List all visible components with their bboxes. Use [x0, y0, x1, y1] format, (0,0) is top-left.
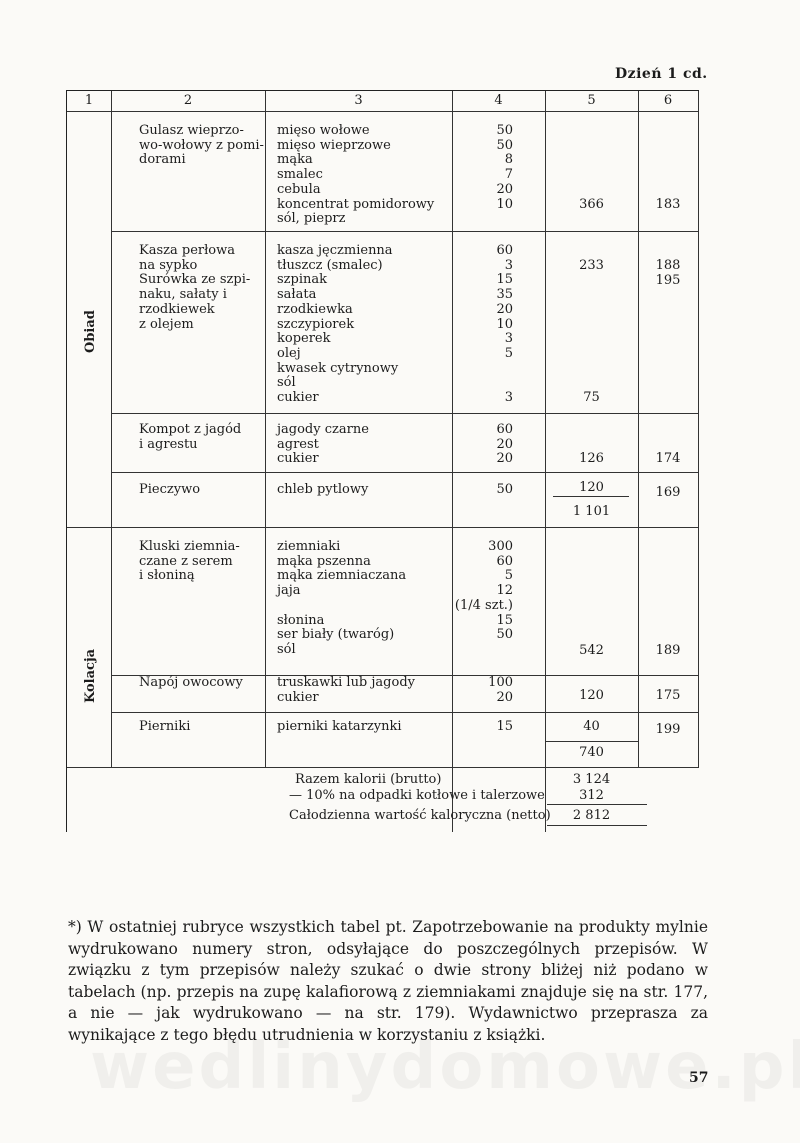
calories-value: 120	[579, 688, 604, 703]
meal-rule	[67, 527, 699, 528]
ingredient-list: jagody czarne agrest cukier	[277, 422, 369, 467]
column-header: 1	[84, 93, 94, 108]
calories-value: 366	[579, 197, 604, 212]
recipe-page: 189	[655, 643, 681, 658]
row-rule	[111, 712, 699, 713]
recipe-page: 175	[655, 688, 681, 703]
column-header: 6	[663, 93, 673, 108]
dish-name: Napój owocowy	[139, 675, 243, 690]
meal-label-kolacja: Kolacja	[83, 648, 98, 703]
meal-subtotal: 740	[579, 745, 604, 760]
calories-value: 233	[579, 258, 604, 273]
recipe-page: 188 195	[655, 258, 681, 288]
summary-value: 2 812	[572, 808, 611, 823]
page-header: Dzień 1 cd.	[615, 66, 708, 82]
calories-value: 40	[583, 719, 600, 734]
meal-label-obiad: Obiad	[83, 310, 98, 353]
ingredient-list: kasza jęczmienna tłuszcz (smalec) szpinak sałata rzodkiewka szczypiorek koperek olej kwasek cytrynowy sól cukier	[277, 243, 399, 406]
column-header: 2	[183, 93, 193, 108]
row-rule	[111, 231, 699, 232]
summary-value: 312	[579, 788, 604, 803]
column-header: 4	[494, 93, 503, 108]
subtotal-rule	[553, 496, 629, 497]
header-rule	[67, 111, 699, 112]
quantity-list: 60 3 15 35 20 10 3 5 3	[496, 243, 513, 406]
page-number: 57	[689, 1070, 709, 1086]
column-header: 5	[587, 93, 596, 108]
summary-rule	[547, 825, 647, 826]
ingredient-list: pierniki katarzynki	[277, 719, 402, 734]
calories-value: 542	[579, 643, 604, 658]
summary-label: Całodzienna wartość kaloryczna (netto)	[289, 808, 551, 823]
summary-rule	[547, 804, 647, 805]
dish-name: Gulasz wieprzo- wo-wołowy z pomi- dorami	[139, 123, 264, 168]
recipe-page: 183	[655, 197, 681, 212]
col-rule	[265, 91, 266, 767]
calories-value: 75	[583, 390, 600, 405]
row-rule	[111, 413, 699, 414]
calories-value: 120	[579, 480, 604, 495]
column-header: 3	[354, 93, 363, 108]
footnote-text: *) W ostatniej rubryce wszystkich tabel pt. Zapotrzebowanie na produkty mylnie wydrukowano numery stron, odsyłające do poszczególnych przepisów. W związku z tym przepisów należy szukać o dwie strony bliżej niż podano w tabelach (np. przepis na zupę kalafiorową z ziemniakami znajduje się na str. 177, a nie — jak wydrukowano — na str. 179). Wydawnictwo przeprasza za wynikające z tego błędu utrudnienia w korzystaniu z książki.	[68, 918, 708, 1044]
meal-rule	[67, 767, 699, 768]
col-rule	[111, 91, 112, 767]
menu-table	[66, 90, 699, 832]
summary-label: Razem kalorii (brutto)	[295, 772, 442, 787]
row-rule	[111, 472, 699, 473]
recipe-page: 199	[655, 722, 681, 737]
quantity-list: 50	[496, 482, 513, 497]
watermark	[90, 1030, 800, 1104]
quantity-list: 60 20 20	[496, 422, 513, 467]
subtotal-rule	[545, 741, 638, 742]
summary-label: — 10% na odpadki kotłowe i talerzowe	[289, 788, 545, 803]
recipe-page: 169	[655, 485, 681, 500]
quantity-list: 50 50 8 7 20 10	[496, 123, 513, 212]
summary-value: 3 124	[572, 772, 611, 787]
footnote	[68, 917, 708, 1046]
dish-name: Kluski ziemnia- czane z serem i słoniną	[139, 539, 240, 584]
dish-name: Kompot z jagód i agrestu	[139, 422, 242, 452]
quantity-list: 100 20	[488, 675, 513, 705]
ingredient-list: ziemniaki mąka pszenna mąka ziemniaczana jaja słonina ser biały (twaróg) sól	[277, 539, 407, 657]
calories-value: 126	[579, 451, 604, 466]
ingredient-list: mięso wołowe mięso wieprzowe mąka smalec cebula koncentrat pomidorowy sól, pieprz	[277, 123, 435, 227]
recipe-page: 174	[655, 451, 681, 466]
dish-name: Kasza perłowa na sypko Surówka ze szpi- naku, sałaty i rzodkiewek z olejem	[139, 243, 251, 332]
quantity-list: 15	[496, 719, 513, 734]
quantity-list: 300 60 5 12 (1/4 szt.) 15 50	[454, 539, 513, 643]
ingredient-list: truskawki lub jagody cukier	[277, 675, 415, 705]
col-rule	[698, 91, 699, 767]
ingredient-list: chleb pytlowy	[277, 482, 369, 497]
col-rule	[638, 91, 639, 767]
dish-name: Pieczywo	[139, 482, 201, 497]
meal-subtotal: 1 101	[572, 504, 611, 519]
dish-name: Pierniki	[139, 719, 191, 734]
